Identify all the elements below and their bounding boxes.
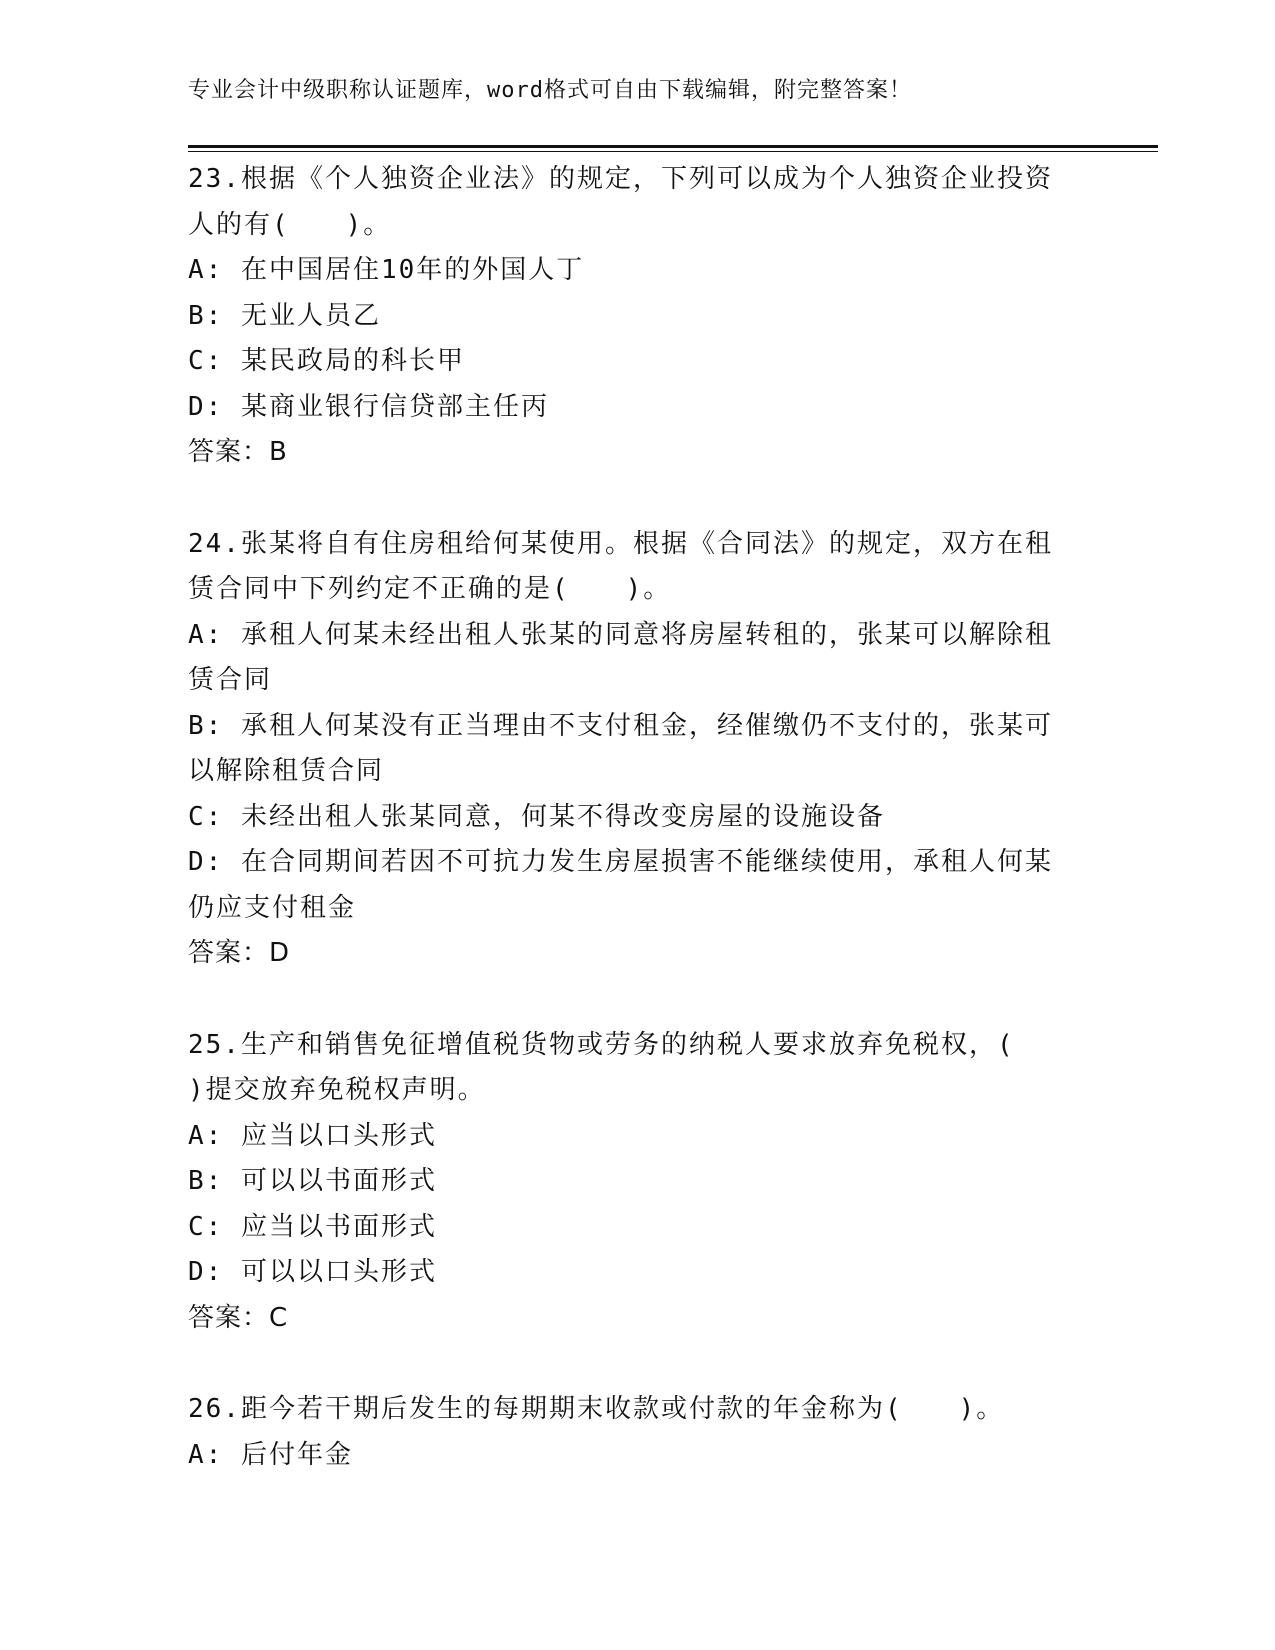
question-24 xyxy=(188,522,1088,977)
option-c: C: 未经出租人张某同意，何某不得改变房屋的设施设备 xyxy=(188,801,885,832)
question-stem-line: 25.生产和销售免征增值税货物或劳务的纳税人要求放弃免税权，( xyxy=(188,1029,1015,1060)
option-a: A: 后付年金 xyxy=(188,1439,353,1470)
option-a: A: 承租人何某未经出租人张某的同意将房屋转租的，张某可以解除租 xyxy=(188,619,1053,650)
option-d: D: 在合同期间若因不可抗力发生房屋损害不能继续使用，承租人何某 xyxy=(188,847,1053,877)
answer-line: 答案：C xyxy=(188,1302,289,1333)
option-d: D: 可以以口头形式 xyxy=(188,1257,437,1287)
option-b: B: 无业人员乙 xyxy=(188,300,381,331)
option-a: A: 应当以口头形式 xyxy=(188,1120,437,1151)
option-c: C: 某民政局的科长甲 xyxy=(188,346,465,376)
answer-line: 答案：B xyxy=(188,437,288,467)
option-d-continued: 仍应支付租金 xyxy=(188,892,357,923)
option-c: C: 应当以书面形式 xyxy=(188,1211,437,1242)
question-stem-line: 人的有( )。 xyxy=(188,209,392,240)
option-b-continued: 以解除租赁合同 xyxy=(188,756,385,786)
option-a-continued: 赁合同 xyxy=(188,665,273,695)
question-stem-line: 26.距今若干期后发生的每期期末收款或付款的年金称为( )。 xyxy=(188,1394,1005,1424)
question-25 xyxy=(188,1023,1088,1342)
page-header: 专业会计中级职称认证题库，word格式可自由下载编辑，附完整答案！ xyxy=(188,78,912,103)
question-stem-line: 赁合同中下列约定不正确的是( )。 xyxy=(188,574,672,604)
option-b: B: 承租人何某没有正当理由不支付租金，经催缴仍不支付的，张某可 xyxy=(188,710,1053,741)
question-stem-line: )提交放弃免税权声明。 xyxy=(188,1075,486,1105)
question-stem-line: 24.张某将自有住房租给何某使用。根据《合同法》的规定，双方在租 xyxy=(188,528,1053,559)
option-d: D: 某商业银行信贷部主任丙 xyxy=(188,391,549,422)
header-rule-thin xyxy=(188,151,1158,152)
question-list xyxy=(188,157,1088,1478)
answer-line: 答案：D xyxy=(188,938,291,968)
option-a: A: 在中国居住10年的外国人丁 xyxy=(188,255,585,285)
question-26 xyxy=(188,1387,1088,1478)
question-23 xyxy=(188,157,1088,476)
header-rule-thick xyxy=(188,145,1158,148)
option-b: B: 可以以书面形式 xyxy=(188,1166,437,1196)
question-stem-line: 23.根据《个人独资企业法》的规定，下列可以成为个人独资企业投资 xyxy=(188,164,1053,194)
